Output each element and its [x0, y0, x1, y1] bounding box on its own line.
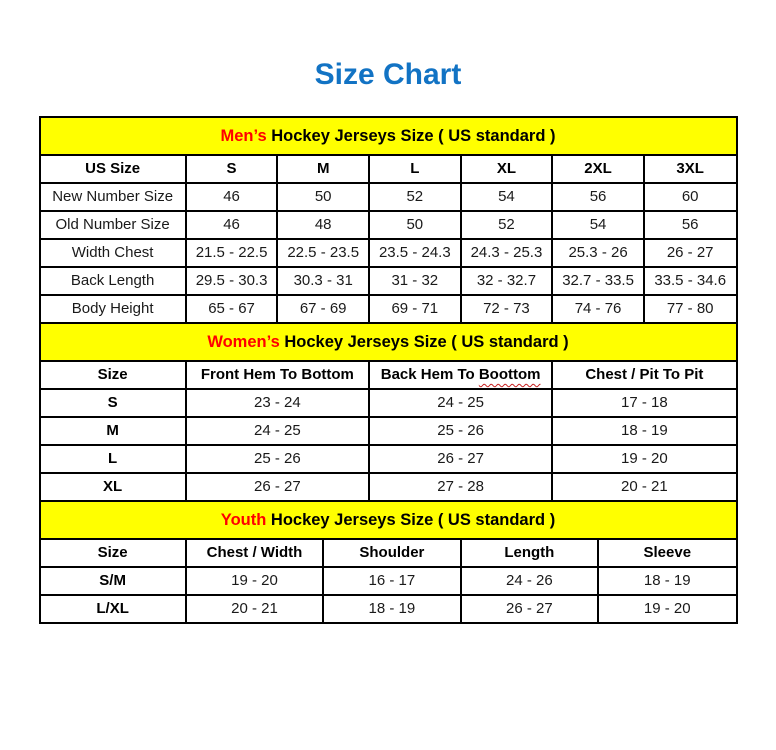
- table-row: [41, 595, 736, 622]
- size-value-cell: 48: [277, 211, 369, 239]
- size-value-cell: 26 - 27: [644, 239, 736, 267]
- column-header: US Size: [41, 156, 186, 183]
- page-title: Size Chart: [314, 58, 462, 91]
- youth-caption-highlight: Youth: [220, 511, 267, 529]
- womens-size-section: [41, 322, 736, 500]
- size-value-cell: 60: [644, 183, 736, 211]
- size-value-cell: 19 - 20: [552, 445, 735, 473]
- size-value-cell: 54: [552, 211, 644, 239]
- womens-caption: [41, 322, 736, 362]
- table-row: [41, 389, 736, 417]
- size-value-cell: 23.5 - 24.3: [369, 239, 461, 267]
- column-header: L: [369, 156, 461, 183]
- size-value-cell: 67 - 69: [277, 295, 369, 322]
- column-header: M: [277, 156, 369, 183]
- size-value-cell: 18 - 19: [552, 417, 735, 445]
- table-row: [41, 417, 736, 445]
- column-header: Sleeve: [598, 540, 735, 567]
- size-value-cell: 46: [186, 183, 278, 211]
- size-value-cell: 20 - 21: [552, 473, 735, 500]
- size-value-cell: 16 - 17: [323, 567, 460, 595]
- size-value-cell: 50: [369, 211, 461, 239]
- youth-size-table: [41, 540, 736, 622]
- row-label: New Number Size: [41, 183, 186, 211]
- column-header: Chest / Width: [186, 540, 323, 567]
- size-value-cell: 26 - 27: [186, 473, 369, 500]
- size-value-cell: 32 - 32.7: [461, 267, 553, 295]
- size-value-cell: 27 - 28: [369, 473, 552, 500]
- size-value-cell: 50: [277, 183, 369, 211]
- column-header: Shoulder: [323, 540, 460, 567]
- mens-caption-highlight: Men’s: [220, 127, 267, 145]
- column-header: 3XL: [644, 156, 736, 183]
- column-header-text: Back Hem To: [380, 366, 479, 383]
- table-row: [41, 473, 736, 500]
- header-row: [41, 156, 736, 183]
- size-value-cell: 24 - 25: [369, 389, 552, 417]
- mens-size-table: [41, 156, 736, 322]
- table-row: [41, 267, 736, 295]
- size-value-cell: 22.5 - 23.5: [277, 239, 369, 267]
- row-label: L: [41, 445, 186, 473]
- size-chart-table-group: [39, 116, 738, 624]
- column-header: Length: [461, 540, 598, 567]
- size-value-cell: 18 - 19: [598, 567, 735, 595]
- mens-caption-rest: Hockey Jerseys Size ( US standard ): [266, 127, 556, 145]
- size-value-cell: 26 - 27: [369, 445, 552, 473]
- size-value-cell: 69 - 71: [369, 295, 461, 322]
- size-value-cell: 20 - 21: [186, 595, 323, 622]
- size-value-cell: 17 - 18: [552, 389, 735, 417]
- row-label: Body Height: [41, 295, 186, 322]
- size-value-cell: 56: [552, 183, 644, 211]
- row-label: L/XL: [41, 595, 186, 622]
- size-value-cell: 19 - 20: [598, 595, 735, 622]
- header-row: [41, 362, 736, 389]
- size-value-cell: 65 - 67: [186, 295, 278, 322]
- size-value-cell: 23 - 24: [186, 389, 369, 417]
- size-value-cell: 56: [644, 211, 736, 239]
- table-row: [41, 445, 736, 473]
- column-header: Front Hem To Bottom: [186, 362, 369, 389]
- size-value-cell: 52: [461, 211, 553, 239]
- row-label: M: [41, 417, 186, 445]
- column-header: Size: [41, 540, 186, 567]
- column-header: XL: [461, 156, 553, 183]
- row-label: S/M: [41, 567, 186, 595]
- column-header: S: [186, 156, 278, 183]
- womens-caption-highlight: Women’s: [207, 333, 280, 351]
- row-label: Back Length: [41, 267, 186, 295]
- size-value-cell: 21.5 - 22.5: [186, 239, 278, 267]
- youth-size-section: [41, 500, 736, 622]
- size-value-cell: 24 - 25: [186, 417, 369, 445]
- size-value-cell: 25 - 26: [369, 417, 552, 445]
- youth-caption-rest: Hockey Jerseys Size ( US standard ): [266, 511, 556, 529]
- column-header: Chest / Pit To Pit: [552, 362, 735, 389]
- table-row: [41, 183, 736, 211]
- column-header: [369, 362, 552, 389]
- header-row: [41, 540, 736, 567]
- size-value-cell: 19 - 20: [186, 567, 323, 595]
- table-row: [41, 239, 736, 267]
- size-value-cell: 77 - 80: [644, 295, 736, 322]
- row-label: Old Number Size: [41, 211, 186, 239]
- table-row: [41, 211, 736, 239]
- column-header: 2XL: [552, 156, 644, 183]
- size-value-cell: 54: [461, 183, 553, 211]
- mens-caption: [41, 118, 736, 156]
- youth-caption: [41, 500, 736, 540]
- table-row: [41, 567, 736, 595]
- row-label: XL: [41, 473, 186, 500]
- size-value-cell: 24 - 26: [461, 567, 598, 595]
- size-value-cell: 18 - 19: [323, 595, 460, 622]
- column-header: Size: [41, 362, 186, 389]
- size-value-cell: 26 - 27: [461, 595, 598, 622]
- size-value-cell: 24.3 - 25.3: [461, 239, 553, 267]
- size-value-cell: 30.3 - 31: [277, 267, 369, 295]
- mens-size-section: [41, 118, 736, 322]
- size-value-cell: 32.7 - 33.5: [552, 267, 644, 295]
- misspelled-word: Boottom: [478, 366, 541, 383]
- size-value-cell: 46: [186, 211, 278, 239]
- womens-size-table: [41, 362, 736, 500]
- size-value-cell: 25.3 - 26: [552, 239, 644, 267]
- size-value-cell: 74 - 76: [552, 295, 644, 322]
- size-value-cell: 52: [369, 183, 461, 211]
- size-value-cell: 29.5 - 30.3: [186, 267, 278, 295]
- row-label: Width Chest: [41, 239, 186, 267]
- size-value-cell: 72 - 73: [461, 295, 553, 322]
- table-row: [41, 295, 736, 322]
- size-value-cell: 25 - 26: [186, 445, 369, 473]
- size-value-cell: 33.5 - 34.6: [644, 267, 736, 295]
- size-value-cell: 31 - 32: [369, 267, 461, 295]
- womens-caption-rest: Hockey Jerseys Size ( US standard ): [279, 333, 569, 351]
- row-label: S: [41, 389, 186, 417]
